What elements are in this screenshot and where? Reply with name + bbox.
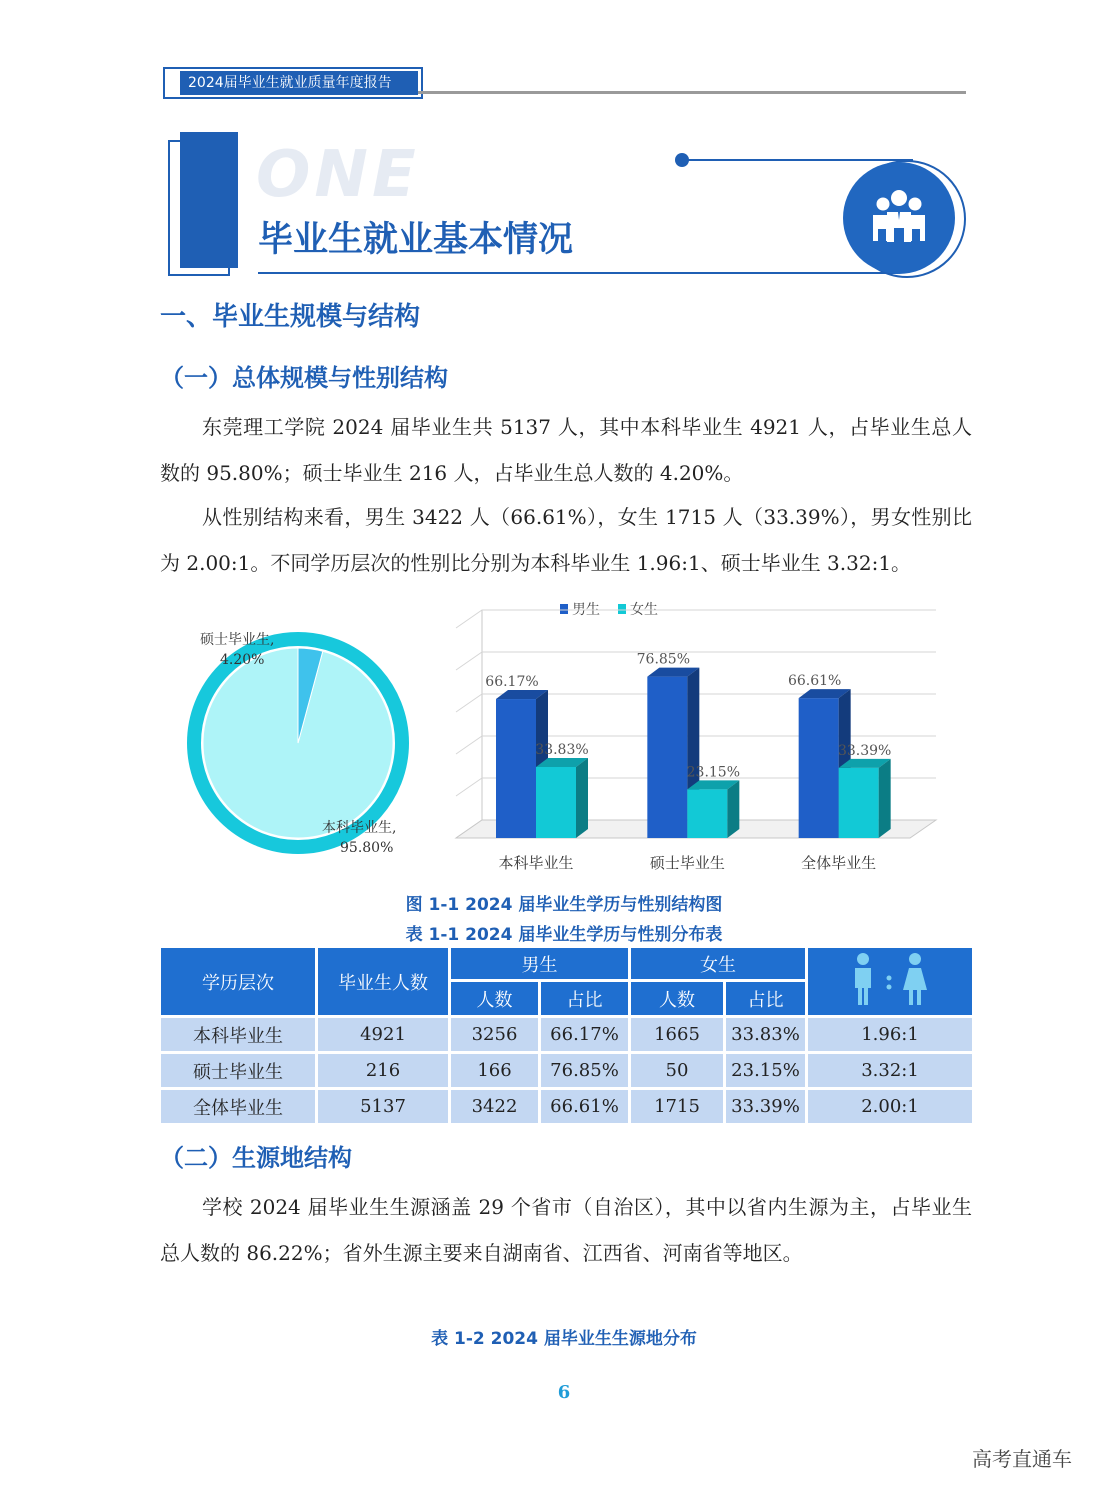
cell-female-ratio: 23.15%	[725, 1053, 807, 1089]
bar-label-female-0: 33.83%	[535, 741, 589, 758]
header-rule	[418, 91, 966, 94]
figure-caption: 图 1-1 2024 届毕业生学历与性别结构图	[405, 895, 723, 915]
th-male-ratio: 占比	[540, 981, 630, 1017]
legend-swatch-female	[618, 604, 626, 614]
cell-female-count: 1665	[630, 1017, 725, 1053]
bar-male-2	[799, 698, 839, 838]
bar-category-1: 硕士毕业生	[649, 854, 725, 872]
bar-side-female-2	[879, 759, 891, 838]
th-level: 学历层次	[160, 947, 317, 1017]
bar-label-male-0: 66.17%	[485, 674, 539, 691]
chapter-number-word: ONE	[256, 138, 420, 212]
bar-label-male-1: 76.85%	[636, 651, 691, 668]
bar-female-2	[839, 768, 879, 838]
cell-male-ratio: 76.85%	[540, 1053, 630, 1089]
pie-label-bachelor-name: 本科毕业生,	[322, 820, 397, 836]
chapter-title: 毕业生就业基本情况	[258, 220, 574, 260]
cell-level: 硕士毕业生	[160, 1053, 317, 1089]
cell-level: 全体毕业生	[160, 1089, 317, 1125]
gridline	[456, 610, 936, 628]
section-heading: 一、毕业生规模与结构	[160, 302, 421, 332]
paragraph-origin: 学校 2024 届毕业生生源涵盖 29 个省市（自治区），其中以省内生源为主，占毕业生总人数的 86.22%；省外生源主要来自湖南省、江西省、河南省等地区。	[160, 1195, 972, 1265]
paragraph-scale: 东莞理工学院 2024 届毕业生共 5137 人，其中本科毕业生 4921 人，占毕业生总人数的 95.80%；硕士毕业生 216 人，占毕业生总人数的 4.20%。	[160, 415, 972, 485]
cell-female-ratio: 33.39%	[725, 1089, 807, 1125]
pie-label-master-name: 硕士毕业生,	[200, 632, 275, 648]
th-total: 毕业生人数	[317, 947, 450, 1017]
pie-label-master-value: 4.20%	[220, 652, 265, 668]
page-number: 6	[557, 1382, 571, 1403]
running-title: 2024届毕业生就业质量年度报告	[180, 71, 418, 95]
pie-chart	[180, 620, 420, 870]
cell-male-count: 3256	[450, 1017, 540, 1053]
cell-female-ratio: 33.83%	[725, 1017, 807, 1053]
table-caption-1: 表 1-1 2024 届毕业生学历与性别分布表	[405, 925, 723, 945]
legend-swatch-male	[560, 604, 568, 614]
cell-gender-ratio: 2.00:1	[807, 1089, 974, 1125]
decor-line-top	[688, 159, 913, 161]
th-male: 男生	[450, 947, 630, 981]
cell-male-count: 3422	[450, 1089, 540, 1125]
table-row	[160, 1017, 974, 1053]
subsection-heading-1: （一）总体规模与性别结构	[160, 364, 448, 392]
bar-male-1	[647, 677, 687, 838]
decor-line-bottom	[258, 272, 898, 274]
cell-female-count: 50	[630, 1053, 725, 1089]
table-row	[160, 1089, 974, 1125]
side-wall	[456, 610, 482, 838]
bar-label-male-2: 66.61%	[787, 673, 842, 690]
cell-male-ratio: 66.61%	[540, 1089, 630, 1125]
paragraph-gender: 从性别结构来看，男生 3422 人（66.61%），女生 1715 人（33.39%），男女性别比为 2.00:1。不同学历层次的性别比分别为本科毕业生 1.96:1、硕士毕业生 3.32:1。	[160, 505, 972, 575]
cell-total: 4921	[317, 1017, 450, 1053]
table-row	[160, 1053, 974, 1089]
bar-category-0: 本科毕业生	[498, 854, 574, 872]
decor-dot	[675, 153, 689, 167]
bar-female-0	[536, 767, 576, 838]
watermark: 高考直通车	[972, 1447, 1072, 1471]
cell-total: 5137	[317, 1089, 450, 1125]
th-female: 女生	[630, 947, 807, 981]
subsection-heading-2: （二）生源地结构	[160, 1144, 352, 1172]
cell-level: 本科毕业生	[160, 1017, 317, 1053]
bar-category-2: 全体毕业生	[801, 854, 877, 872]
legend-female: 女生	[630, 602, 658, 618]
bar-female-1	[687, 789, 727, 838]
cell-male-count: 166	[450, 1053, 540, 1089]
bar-chart	[440, 596, 960, 881]
cell-total: 216	[317, 1053, 450, 1089]
male-female-ratio-icon	[807, 947, 974, 1017]
bar-label-female-2: 33.39%	[837, 742, 892, 759]
cell-gender-ratio: 3.32:1	[807, 1053, 974, 1089]
bar-male-0	[496, 699, 536, 838]
pie-label-bachelor-value: 95.80%	[340, 840, 394, 856]
th-female-ratio: 占比	[725, 981, 807, 1017]
cell-female-count: 1715	[630, 1089, 725, 1125]
bar-label-female-1: 23.15%	[686, 764, 741, 781]
th-male-count: 人数	[450, 981, 540, 1017]
bar-side-female-1	[727, 780, 739, 838]
people-group-icon	[843, 162, 955, 274]
cell-male-ratio: 66.17%	[540, 1017, 630, 1053]
chapter-bar	[180, 132, 238, 268]
table-caption-2: 表 1-2 2024 届毕业生生源地分布	[431, 1329, 697, 1349]
cell-gender-ratio: 1.96:1	[807, 1017, 974, 1053]
bar-side-female-0	[576, 758, 588, 838]
gridline	[456, 652, 936, 670]
legend-male: 男生	[572, 602, 600, 618]
gender-table	[158, 945, 975, 1126]
th-female-count: 人数	[630, 981, 725, 1017]
